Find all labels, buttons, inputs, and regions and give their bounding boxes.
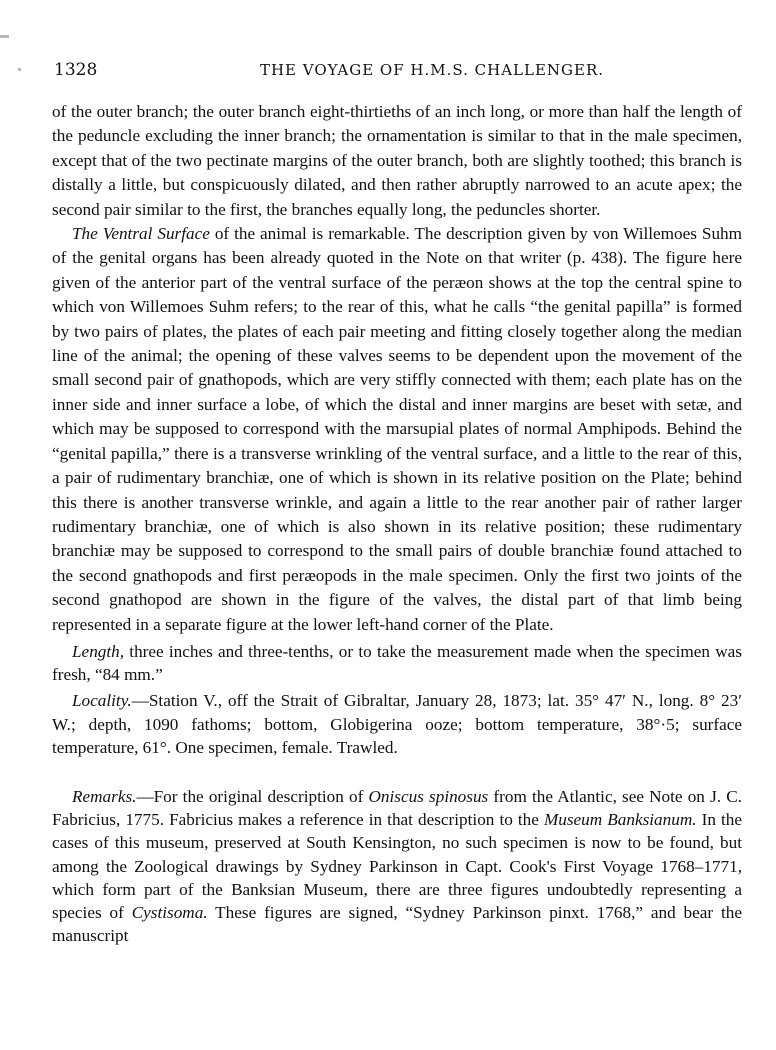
paragraph-5-text-d: These figures are signed, “Sydney Parkinson pinxt. 1768,” and bear the manuscript <box>52 902 742 946</box>
paragraph-5-title: Remarks. <box>72 786 137 806</box>
scan-dot <box>18 68 21 71</box>
paragraph-5-text-a: —For the original description of <box>136 786 369 806</box>
body-text <box>52 100 742 947</box>
paragraph-1: of the outer branch; the outer branch eight-thirtieths of an inch long, or more than half the length of the peduncle excluding the inner branch; the ornamentation is similar to that in the male specimen, except that of the two pectinate margins of the outer branch, both are slightly toothed; this branch is distally a little, but conspicuously dilated, and then rather abruptly narrowed to an acute apex; the second pair similar to the first, the branches equally long, the peduncles shorter. <box>52 102 742 219</box>
scan-mark <box>0 35 9 38</box>
paragraph-3-title: Length, <box>72 641 125 661</box>
paragraph-4-title: Locality. <box>72 691 132 711</box>
paragraph-2-text: of the animal is remarkable. The description given by von Willemoes Suhm of the genital organs has been already quoted in the Note on that writer (p. 438). The figure here given of the anterior part of the ventral surface of the peræon shows at the top the central spine to which von Willemoes Suhm refers; to the rear of this, what he calls “the genital papilla” is formed by two pairs of plates, the plates of each pair meeting and fitting closely together along the median line of the animal; the opening of these valves seems to be dependent upon the movement of the small second pair of gnathopods, which are very stiffly connected with them; each plate has on the inner side and inner surface a lobe, of which the distal and inner margins are beset with setæ, and which may be supposed to correspond with the marsupial plates of normal Amphipods. Behind the “genital papilla,” there is a transverse wrinkling of the ventral surface, and a little to the rear of this, a pair of rudimentary branchiæ, one of which is shown in its relative position on the Plate; behind this there is another transverse wrinkle, and again a little to the rear another pair of rather larger rudimentary branchiæ, one of which is also shown in its relative position; these rudimentary branchiæ may be supposed to correspond to the small pairs of double branchiæ found attached to the second gnathopods and first peræopods in the male specimen. Only the first two joints of the second gnathopod are shown in the figure of the valves, the distal part of that limb being represented in a separate figure at the lower left-hand corner of the Plate. <box>52 224 742 634</box>
paragraph-5-text-b: from the Atlantic, see Note on J. C. Fabricius, 1775. Fabricius makes a reference in that description to the <box>52 786 742 830</box>
museum-name: Museum Banksianum. <box>543 810 697 830</box>
species-name: Oniscus spinosus <box>368 786 489 806</box>
paragraph-5 <box>52 785 742 947</box>
running-title: THE VOYAGE OF H.M.S. CHALLENGER. <box>259 61 605 79</box>
paragraph-3-text: three inches and three-tenths, or to take the measurement made when the specimen was fresh, “84 mm.” <box>52 641 742 685</box>
paragraph-3 <box>52 640 742 686</box>
paragraph-2-title: The Ventral Surface <box>72 224 210 244</box>
paragraph-5-text-c: In the cases of this museum, preserved at South Kensington, no such specimen is now to be found, but among the Zoological drawings by Sydney Parkinson in Capt. Cook's First Voyage 1768–1771, which form part of the Banksian Museum, there are three figures undoubtedly representing a species of <box>52 810 742 922</box>
genus-name: Cystisoma. <box>131 902 208 922</box>
paragraph-2 <box>52 222 742 637</box>
paragraph-4 <box>52 689 742 759</box>
page-number: 1328 <box>54 60 98 80</box>
page-header <box>54 60 744 80</box>
paragraph-4-text: —Station V., off the Strait of Gibraltar, January 28, 1873; lat. 35° 47′ N., long. 8° 23′ W.; depth, 1090 fathoms; bottom, Globigerina ooze; bottom temperature, 38°·5; surface temperature, 61°. One specimen, female. Trawled. <box>52 691 742 757</box>
